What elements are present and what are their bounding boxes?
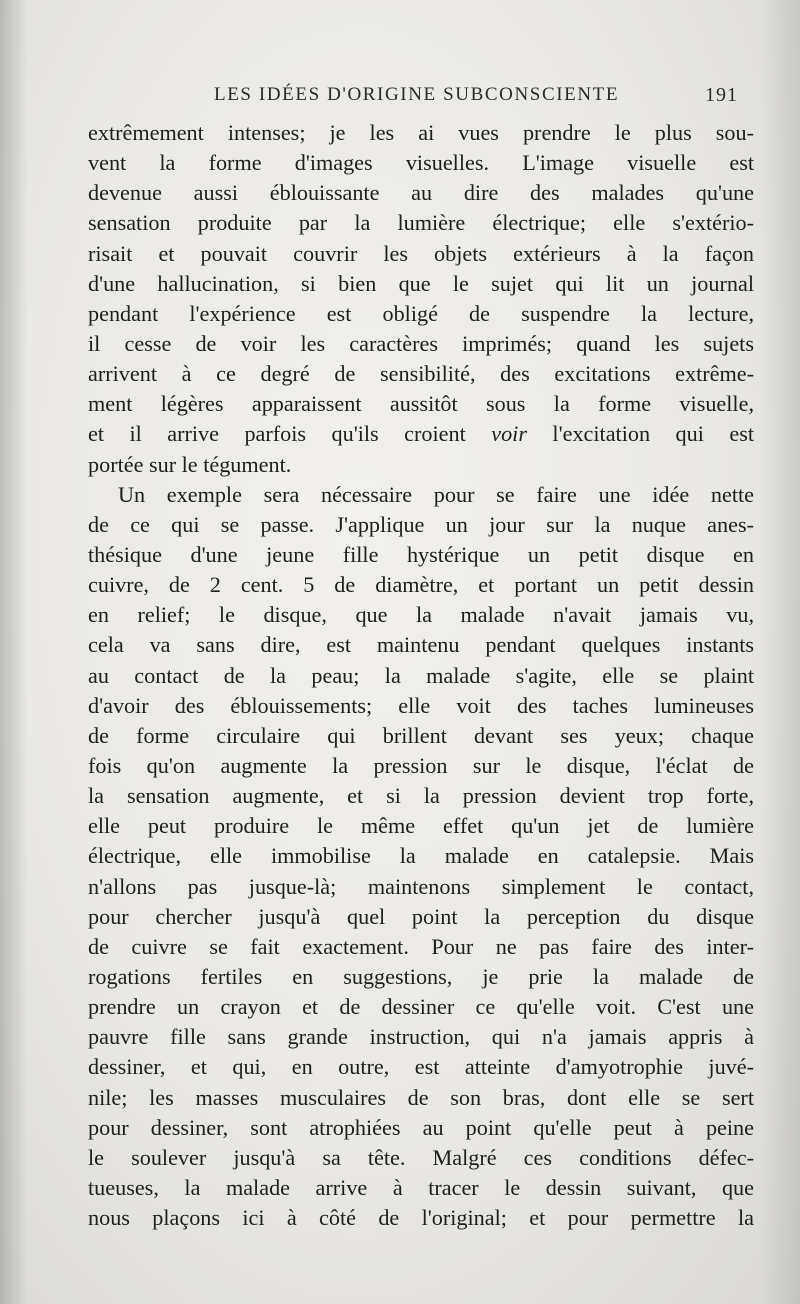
text-line: vent la forme d'images visuelles. L'image visuelle est [88,150,754,176]
text-line: cuivre, de 2 cent. 5 de diamètre, et portant un petit dessin [88,572,754,598]
text-line: thésique d'une jeune fille hystérique un petit disque en [88,541,754,567]
italic-word: voir [491,421,527,447]
text-line: arrivent à ce degré de sensibilité, des excitations extrême- [88,361,754,387]
text-line: rogations fertiles en suggestions, je prie la malade de [88,963,754,989]
text-line: nile; les masses musculaires de son bras, dont elle se sert [88,1084,754,1110]
paragraph-2 [88,480,754,1234]
text-line: pauvre fille sans grande instruction, qui n'a jamais appris à [88,1024,754,1050]
text-line: de forme circulaire qui brillent devant ses yeux; chaque [88,722,754,748]
text-line-with-italic [88,419,754,449]
text-line: tueuses, la malade arrive à tracer le dessin suivant, que [88,1174,754,1200]
text-line: nous plaçons ici à côté de l'original; et pour permettre la [88,1205,754,1231]
text-line: portée sur le tégument. [88,451,292,477]
text-line: pour chercher jusqu'à quel point la perception du disque [88,903,754,929]
text-line: devenue aussi éblouissante au dire des malades qu'une [88,180,754,206]
text-line: ment légères apparaissent aussitôt sous la forme visuelle, [88,391,754,417]
text-line: risait et pouvait couvrir les objets extérieurs à la façon [88,240,754,266]
text-line: de cuivre se fait exactement. Pour ne pas faire des inter- [88,933,754,959]
text-line: la sensation augmente, et si la pression devient trop forte, [88,783,754,809]
text-line: extrêmement intenses; je les ai vues prendre le plus sou- [88,120,754,145]
text-line: il cesse de voir les caractères imprimés; quand les sujets [88,330,754,356]
text-line: d'une hallucination, si bien que le sujet qui lit un journal [88,270,754,296]
text-line: sensation produite par la lumière électrique; elle s'extério- [88,210,754,236]
page-number: 191 [705,84,738,106]
body-text [88,118,754,1233]
text-line: électrique, elle immobilise la malade en catalepsie. Mais [88,843,754,869]
text-line: prendre un crayon et de dessiner ce qu'elle voit. C'est une [88,994,754,1020]
text-line: elle peut produire le même effet qu'un jet de lumière [88,813,754,839]
running-header [190,84,738,108]
text-line: Un exemple sera nécessaire pour se faire une idée nette [118,481,754,507]
paragraph-1 [88,118,754,480]
text-line: fois qu'on augmente la pression sur le disque, l'éclat de [88,752,754,778]
running-title: LES IDÉES D'ORIGINE SUBCONSCIENTE [214,84,620,105]
text-line: dessiner, et qui, en outre, est atteinte d'amyotrophie juvé- [88,1054,754,1080]
text-line: pour dessiner, sont atrophiées au point qu'elle peut à peine [88,1114,754,1140]
text-line: de ce qui se passe. J'applique un jour sur la nuque anes- [88,511,754,537]
text-line: n'allons pas jusque-là; maintenons simplement le contact, [88,873,754,899]
text-line: cela va sans dire, est maintenu pendant quelques instants [88,632,754,658]
text-line: au contact de la peau; la malade s'agite, elle se plaint [88,662,754,688]
text-segment: et il arrive parfois qu'ils croient [88,421,492,447]
text-segment: l'excitation qui est [526,421,754,447]
text-line: le soulever jusqu'à sa tête. Malgré ces conditions défec- [88,1144,754,1170]
text-line: en relief; le disque, que la malade n'avait jamais vu, [88,602,754,628]
text-line: pendant l'expérience est obligé de suspendre la lecture, [88,300,754,326]
text-line: d'avoir des éblouissements; elle voit des taches lumineuses [88,692,754,718]
